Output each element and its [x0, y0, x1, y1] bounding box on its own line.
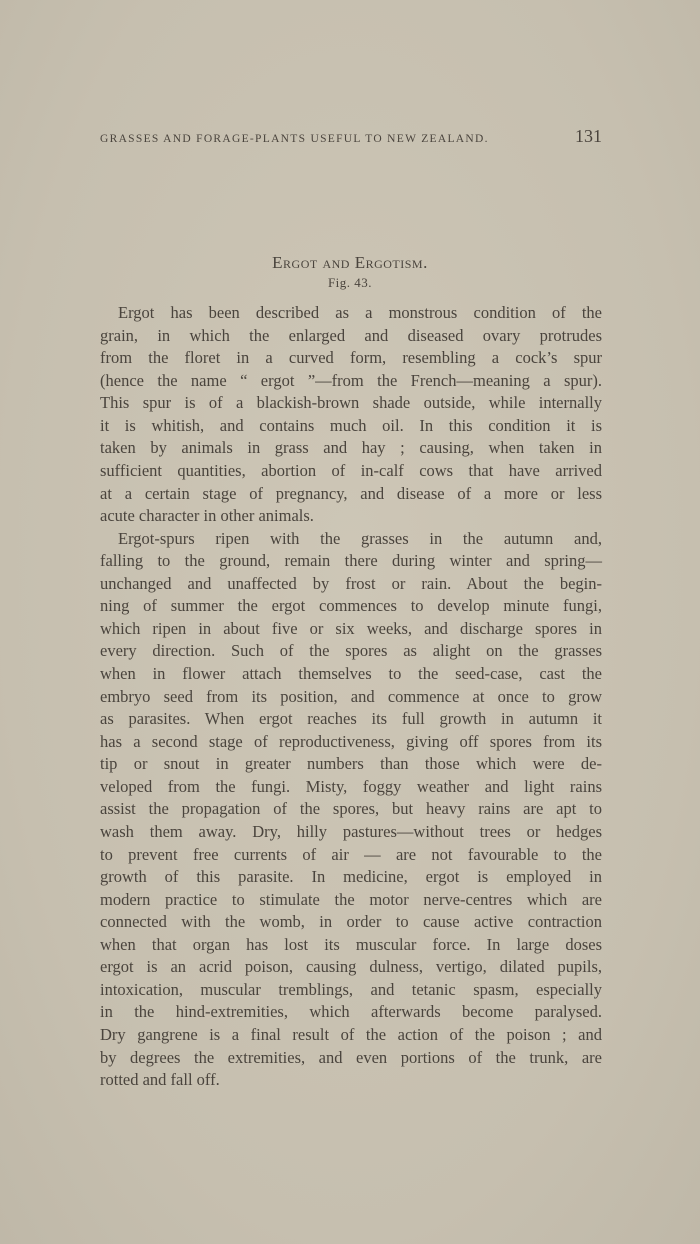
text-line: veloped from the fungi. Misty, foggy weather and light rains	[100, 776, 602, 796]
text-line: rotted and fall off.	[100, 1070, 220, 1090]
text-line: from the floret in a curved form, resembling a cock’s spur	[100, 348, 602, 368]
text-line: sufficient quantities, abortion of in-calf cows that have arrived	[100, 460, 602, 480]
text-line: as parasites. When ergot reaches its full growth in autumn it	[100, 709, 602, 729]
text-line: intoxication, muscular tremblings, and tetanic spasm, especially	[100, 979, 602, 999]
section-title: Ergot and Ergotism.	[272, 253, 428, 272]
text-line: Ergot-spurs ripen with the grasses in the autumn and,	[118, 528, 602, 548]
text-line: ergot is an acrid poison, causing dulness, vertigo, dilated pupils,	[100, 957, 602, 977]
text-line: growth of this parasite. In medicine, ergot is employed in	[100, 867, 602, 887]
text-line: by degrees the extremities, and even portions of the trunk, are	[100, 1047, 602, 1067]
text-line: This spur is of a blackish-brown shade outside, while internally	[100, 393, 602, 413]
text-line: Ergot has been described as a monstrous condition of the	[118, 303, 602, 322]
text-line: which ripen in about five or six weeks, and discharge spores in	[100, 618, 602, 638]
body-text	[100, 302, 602, 1092]
text-line: unchanged and unaffected by frost or rain. About the begin-	[100, 573, 602, 593]
text-line: tip or snout in greater numbers than those which were de-	[100, 754, 602, 774]
text-line: when that organ has lost its muscular force. In large doses	[100, 934, 602, 954]
text-line: embryo seed from its position, and commence at once to grow	[100, 686, 602, 706]
text-line: when in flower attach themselves to the seed-case, cast the	[100, 664, 602, 683]
text-line: it is whitish, and contains much oil. In this condition it is	[100, 415, 602, 435]
page-number: 131	[575, 126, 602, 146]
text-line: has a second stage of reproductiveness, giving off spores from its	[100, 731, 602, 751]
text-line: every direction. Such of the spores as alight on the grasses	[100, 641, 602, 661]
text-line: acute character in other animals.	[100, 506, 314, 526]
running-title: GRASSES AND FORAGE-PLANTS USEFUL TO NEW ZEALAND.	[100, 133, 489, 145]
text-line: (hence the name “ ergot ”—from the French—meaning a spur).	[100, 370, 602, 390]
text-line: to prevent free currents of air — are not favourable to the	[100, 844, 602, 864]
text-line: grain, in which the enlarged and diseased ovary protrudes	[100, 325, 602, 345]
text-line: connected with the womb, in order to cause active contraction	[100, 912, 602, 932]
text-line: modern practice to stimulate the motor nerve-centres which are	[100, 889, 602, 909]
text-line: wash them away. Dry, hilly pastures—without trees or hedges	[100, 821, 602, 841]
text-line: in the hind-extremities, which afterwards become paralysed.	[100, 1002, 602, 1022]
text-line: ning of summer the ergot commences to develop minute fungi,	[100, 596, 602, 616]
text-line: falling to the ground, remain there during winter and spring—	[100, 551, 602, 571]
running-header	[100, 126, 602, 147]
figure-label: Fig. 43.	[327, 275, 373, 290]
text-line: at a certain stage of pregnancy, and disease of a more or less	[100, 483, 602, 503]
text-line: Dry gangrene is a final result of the action of the poison ; and	[100, 1025, 602, 1044]
text-line: assist the propagation of the spores, but heavy rains are apt to	[100, 799, 602, 819]
text-line: taken by animals in grass and hay ; causing, when taken in	[100, 438, 602, 458]
